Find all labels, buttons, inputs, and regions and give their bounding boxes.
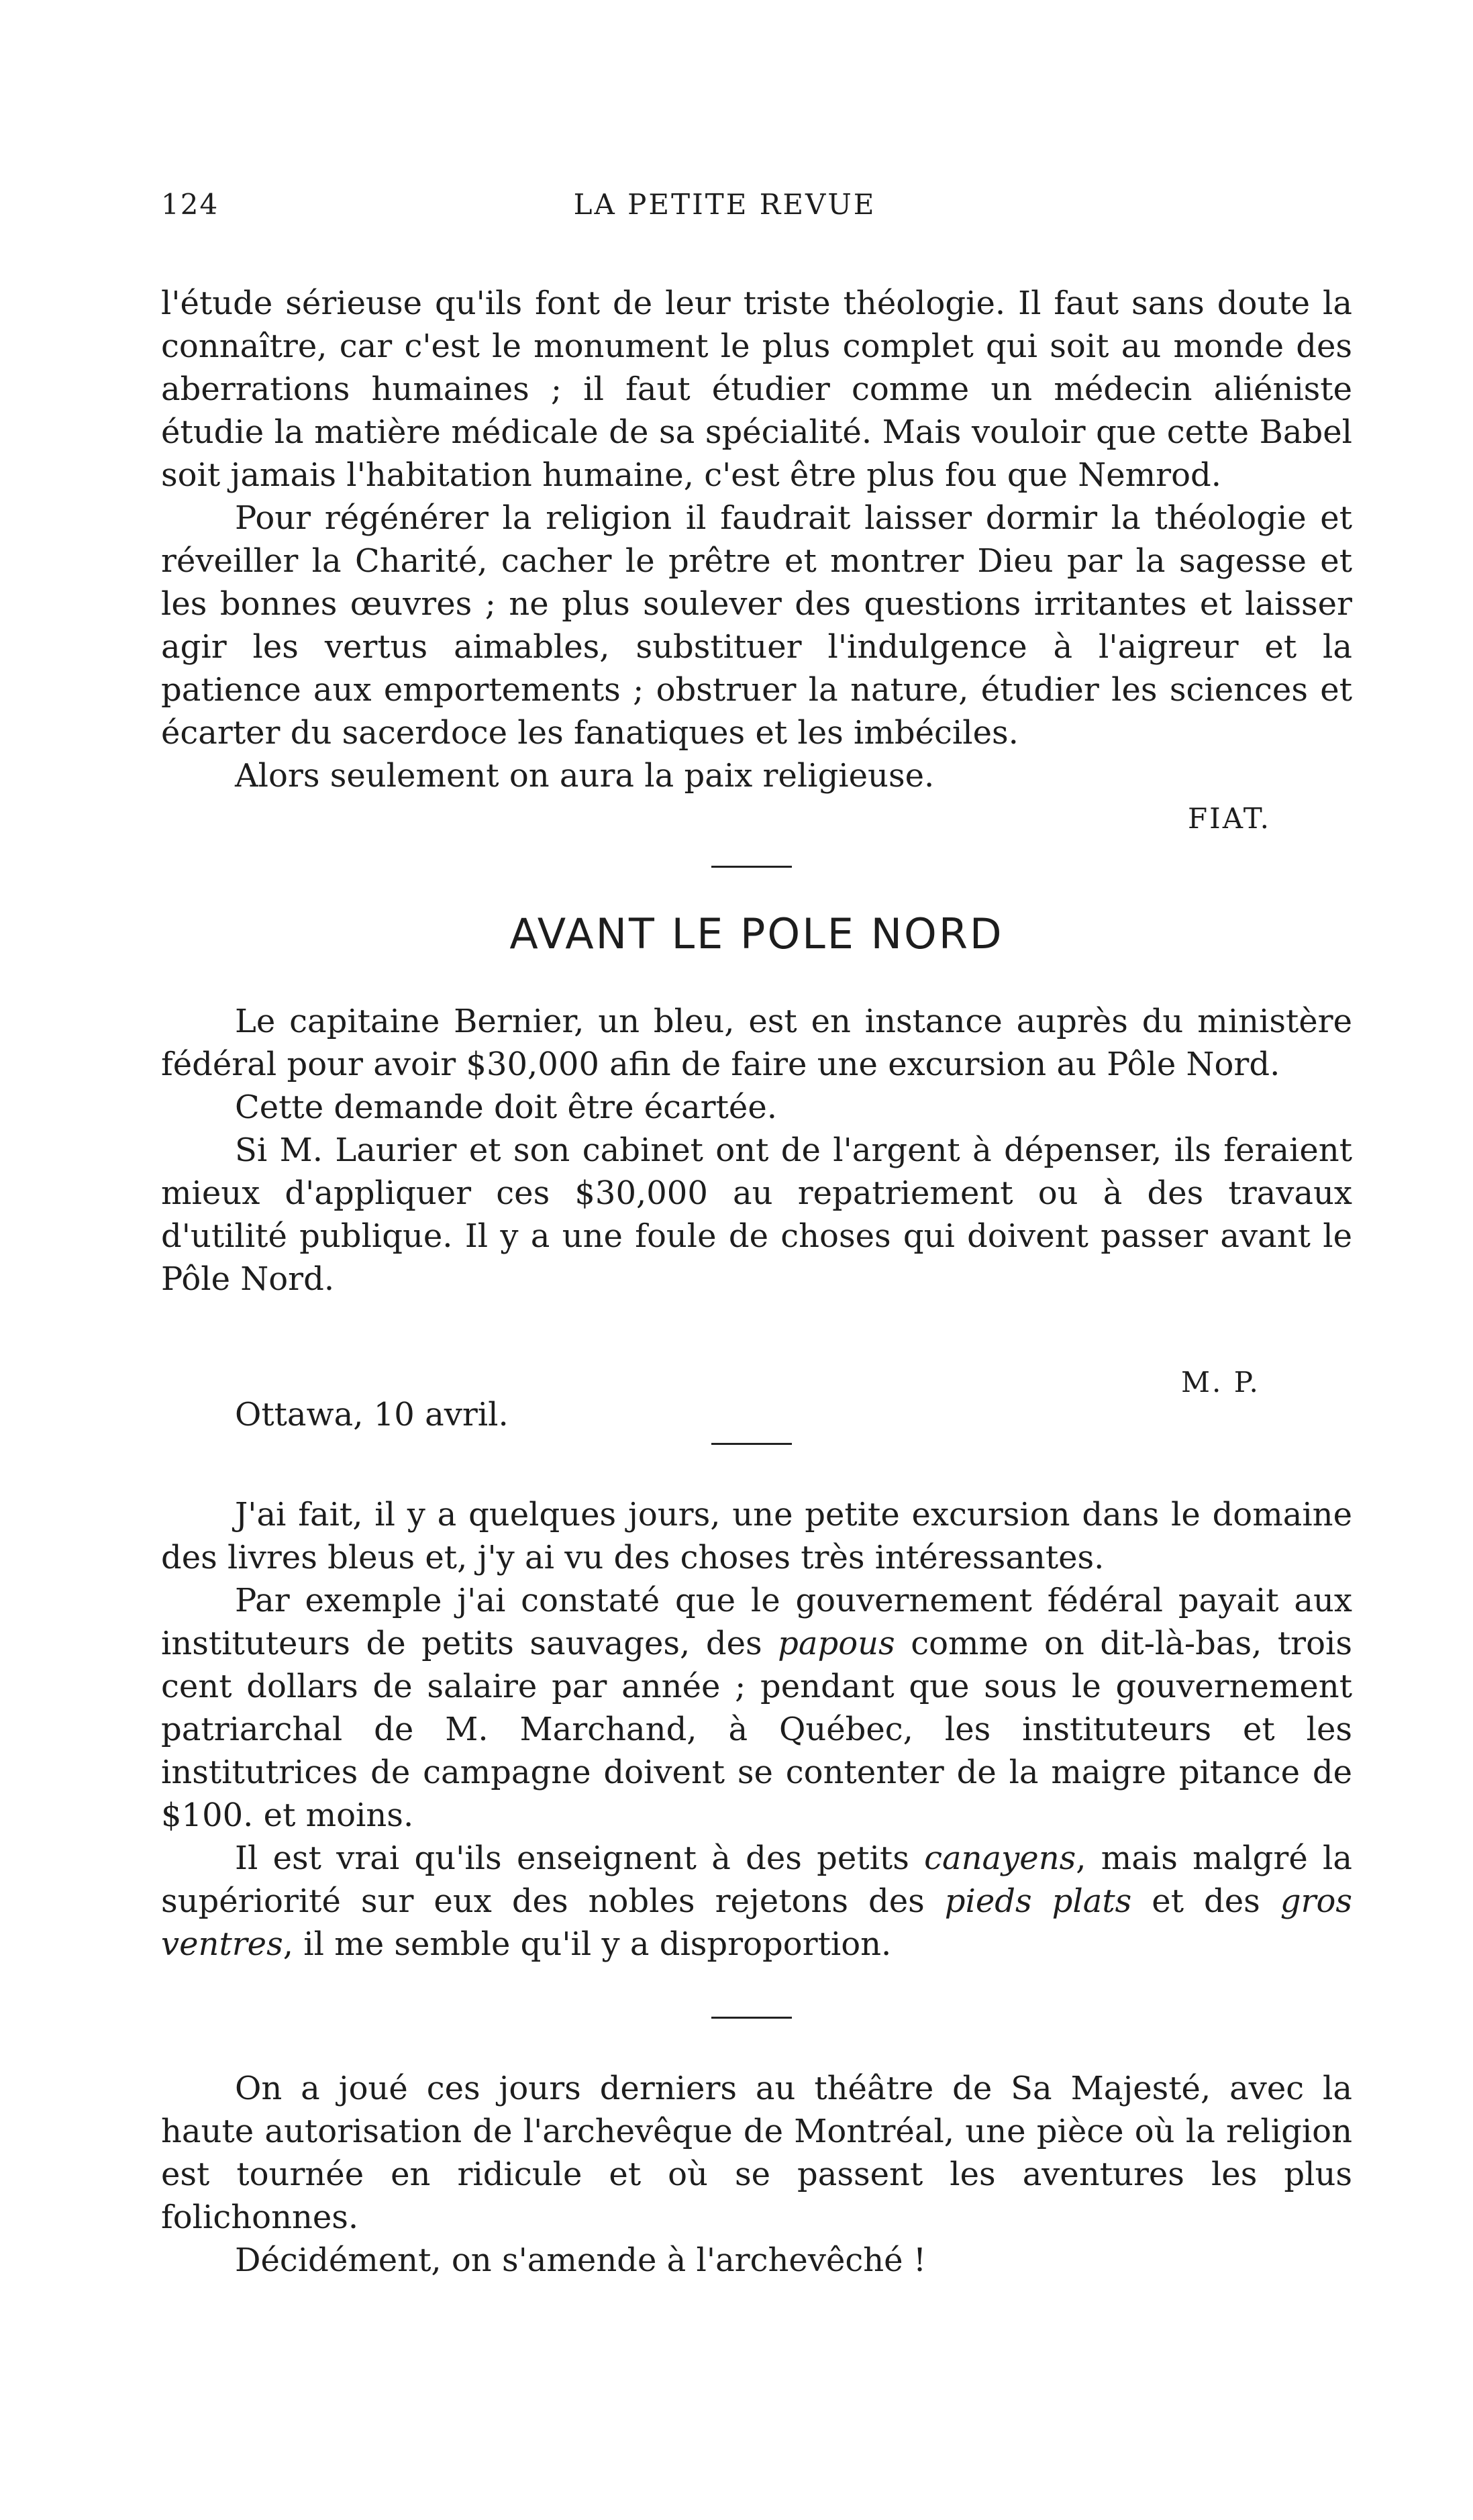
article-pole-nord (161, 1000, 1352, 1301)
paragraph: Décidément, on s'amende à l'archevêché ! (235, 2241, 927, 2279)
article-theatre (161, 2067, 1352, 2282)
signature-fiat: FIAT. (1188, 802, 1271, 835)
paragraph: Cette demande doit être écartée. (235, 1089, 777, 1126)
article-livres-bleus (161, 1493, 1352, 1966)
paragraph: Si M. Laurier et son cabinet ont de l'argent à dépenser, ils feraient mieux d'appliquer ces $30,000 au repatriement ou à des travaux d'utilité publique. Il y a une foule de choses qui doivent passer avant le Pôle Nord. (161, 1131, 1352, 1298)
text-run: et des (1131, 1882, 1280, 1920)
italic-word: papous (778, 1625, 895, 1662)
paragraph: J'ai fait, il y a quelques jours, une petite excursion dans le domaine des livres bleus et, j'y ai vu des choses très intéressantes. (161, 1496, 1352, 1576)
dateline: Ottawa, 10 avril. (235, 1396, 509, 1433)
page-number: 124 (161, 188, 219, 221)
section-divider (711, 2017, 792, 2019)
paragraph (161, 1837, 1352, 1966)
text-run: , mais malgré la supériorité sur eux des nobles rejetons des (161, 1839, 1352, 1920)
section-divider (711, 866, 792, 868)
text-run: Par exemple j'ai constaté que le gouvernement fédéral payait aux instituteurs de petits sauvages, des (161, 1582, 1352, 1662)
italic-word: gros ventres (161, 1882, 1353, 1963)
article-continuation (161, 282, 1352, 797)
paragraph: On a joué ces jours derniers au théâtre de Sa Majesté, avec la haute autorisation de l'archevêque de Montréal, une pièce où la religion est tournée en ridicule et où se passent les aventures les plus folichonnes. (161, 2070, 1352, 2236)
paragraph: Pour régénérer la religion il faudrait laisser dormir la théologie et réveiller la Charité, cacher le prêtre et montrer Dieu par la sagesse et les bonnes œuvres ; ne plus soulever des questions irritantes et laisser agir les vertus aimables, substituer l'indulgence à l'aigreur et la patience aux emportements ; obstruer la nature, étudier les sciences et écarter du sacerdoce les fanatiques et les imbéciles. (161, 499, 1352, 752)
italic-word: canayens (924, 1839, 1076, 1877)
text-run: comme on dit-là-bas, trois cent dollars de salaire par année ; pendant que sous le gouvernement patriarchal de M. Marchand, à Québec, les instituteurs et les institutrices de campagne doivent se contenter de la maigre pitance de $100. et moins. (161, 1625, 1353, 1834)
running-header (161, 188, 1288, 228)
running-title: LA PETITE REVUE (573, 188, 876, 221)
section-divider (711, 1443, 792, 1445)
text-run: Il est vrai qu'ils enseignent à des petits (235, 1839, 925, 1877)
signature-mp: M. P. (1181, 1366, 1260, 1399)
text-run: , il me semble qu'il y a disproportion. (283, 1925, 892, 1963)
article-title: AVANT LE POLE NORD (509, 909, 1004, 958)
paragraph: Alors seulement on aura la paix religieuse. (235, 757, 935, 795)
italic-word: pieds plats (944, 1882, 1132, 1920)
paragraph: Le capitaine Bernier, un bleu, est en instance auprès du ministère fédéral pour avoir $30,000 afin de faire une excursion au Pôle Nord. (161, 1003, 1352, 1083)
paragraph: l'étude sérieuse qu'ils font de leur triste théologie. Il faut sans doute la connaître, car c'est le monument le plus complet qui soit au monde des aberrations humaines ; il faut étudier comme un médecin aliéniste étudie la matière médicale de sa spécialité. Mais vouloir que cette Babel soit jamais l'habitation humaine, c'est être plus fou que Nemrod. (161, 285, 1352, 494)
paragraph (161, 1579, 1352, 1837)
